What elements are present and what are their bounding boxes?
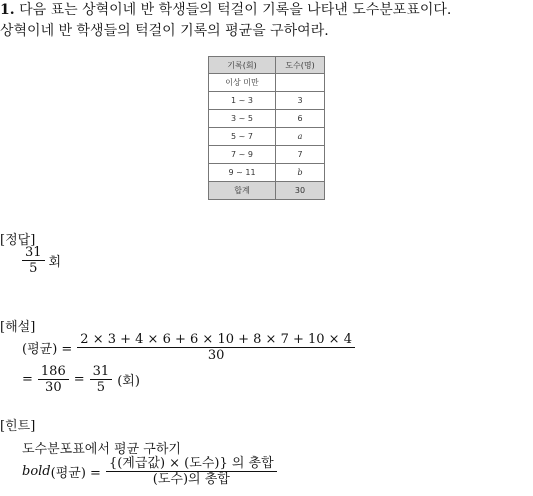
hint-formula (22, 456, 277, 487)
solution-denominator: 30 (207, 348, 225, 363)
range-cell: 3 ~ 5 (209, 110, 276, 128)
total-value: 30 (276, 182, 325, 200)
eq2-mid: = (73, 372, 85, 387)
range-cell: 9 ~ 11 (209, 164, 276, 182)
subheader-range: 이상 미만 (209, 74, 276, 92)
table-header-row (209, 57, 325, 74)
solution-label: [해설] (0, 320, 36, 335)
table-row (209, 164, 325, 182)
eq2-denominator-2: 5 (96, 380, 106, 395)
table-row (209, 110, 325, 128)
solution-equation-1 (22, 332, 355, 363)
answer-unit: 회 (48, 255, 62, 270)
range-cell: 7 ~ 9 (209, 146, 276, 164)
question-line-1 (0, 0, 451, 21)
freq-cell: b (276, 164, 325, 182)
answer-expression (22, 245, 61, 276)
table-row (209, 146, 325, 164)
solution-equation-2 (22, 364, 140, 395)
hint-lhs-rest: (평균) = (50, 466, 101, 481)
eq2-fraction-2 (90, 364, 113, 395)
range-cell: 1 ~ 3 (209, 92, 276, 110)
question-text-1: 다음 표는 상혁이네 반 학생들의 턱걸이 기록을 나타낸 도수분포표이다. (19, 2, 452, 18)
solution-lhs: (평균) = (22, 342, 73, 357)
hint-line-1: 도수분포표에서 평균 구하기 (22, 442, 181, 457)
eq2-numerator-1: 186 (40, 364, 66, 379)
range-cell: 5 ~ 7 (209, 128, 276, 146)
answer-numerator: 31 (25, 245, 42, 260)
hint-lhs-bold: bold (22, 464, 51, 479)
frequency-table (208, 56, 325, 200)
question-number: 1. (0, 2, 15, 18)
header-record: 기록(회) (209, 57, 276, 74)
eq2-prefix: = (22, 372, 33, 387)
hint-fraction (106, 456, 277, 487)
total-label: 합계 (209, 182, 276, 200)
table-subheader-row (209, 74, 325, 92)
eq2-denominator-1: 30 (45, 380, 62, 395)
answer-label: [정답] (0, 233, 36, 248)
freq-cell: 7 (276, 146, 325, 164)
freq-cell: a (276, 128, 325, 146)
header-frequency: 도수(명) (276, 57, 325, 74)
hint-numerator: {(계급값) × (도수)} 의 총합 (108, 456, 274, 471)
hint-denominator: (도수)의 총합 (152, 472, 230, 487)
table-row (209, 128, 325, 146)
freq-cell: 3 (276, 92, 325, 110)
eq2-unit: (회) (117, 374, 140, 389)
eq2-fraction-1 (38, 364, 69, 395)
eq2-numerator-2: 31 (92, 364, 110, 379)
solution-fraction (77, 332, 355, 363)
hint-label: [힌트] (0, 419, 36, 434)
subheader-empty (276, 74, 325, 92)
question-line-2: 상혁이네 반 학생들의 턱걸이 기록의 평균을 구하여라. (0, 23, 329, 39)
answer-denominator: 5 (29, 261, 38, 276)
table-row (209, 92, 325, 110)
solution-numerator: 2 × 3 + 4 × 6 + 6 × 10 + 8 × 7 + 10 × 4 (80, 332, 352, 347)
answer-fraction (22, 245, 45, 276)
table-total-row (209, 182, 325, 200)
freq-cell: 6 (276, 110, 325, 128)
